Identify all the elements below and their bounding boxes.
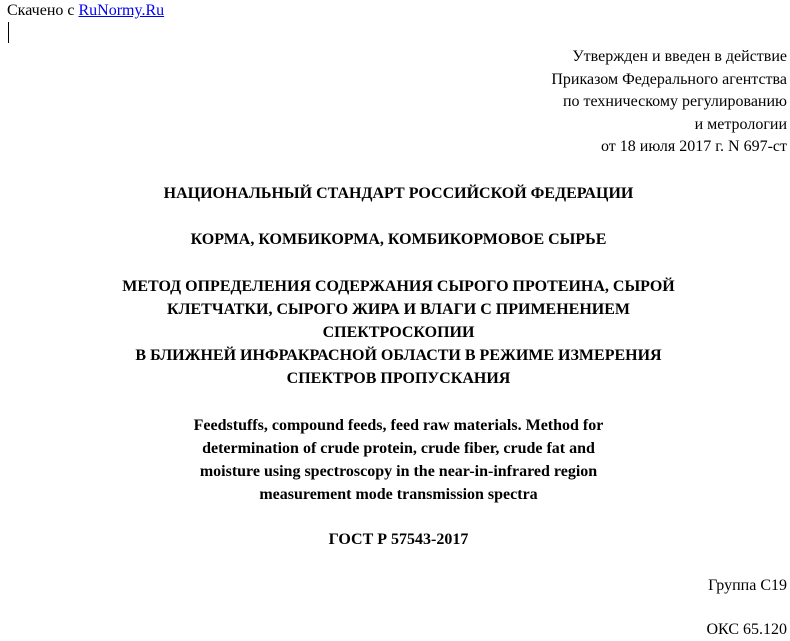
group-code: Группа С19 [708, 577, 787, 594]
approval-line: и метрологии [694, 115, 787, 133]
english-title [0, 414, 790, 506]
standard-title: НАЦИОНАЛЬНЫЙ СТАНДАРТ РОССИЙСКОЙ ФЕДЕРАЦИИ [163, 185, 634, 202]
method-title [0, 275, 790, 390]
approval-line: Утвержден и введен в действие [572, 48, 787, 65]
english-title-line: Feedstuffs, compound feeds, feed raw materials. Method for [193, 417, 604, 434]
method-title-line: МЕТОД ОПРЕДЕЛЕНИЯ СОДЕРЖАНИЯ СЫРОГО ПРОТЕИНА, СЫРОЙ [122, 278, 675, 295]
english-title-line: moisture using spectroscopy in the near-in-infrared region [199, 463, 598, 480]
approval-line: по техническому регулированию [562, 93, 787, 110]
source-prefix: Скачено с [7, 2, 79, 19]
gost-number: ГОСТ Р 57543-2017 [328, 531, 469, 548]
method-title-line: СПЕКТРОСКОПИИ [322, 324, 475, 341]
oks-code: ОКС 65.120 [706, 621, 787, 638]
method-title-line: КЛЕТЧАТКИ, СЫРОГО ЖИРА И ВЛАГИ С ПРИМЕНЕНИЕМ [166, 301, 631, 318]
method-title-line: СПЕКТРОВ ПРОПУСКАНИЯ [286, 370, 511, 387]
source-link[interactable]: RuNormy.Ru [78, 2, 165, 19]
english-title-line: measurement mode transmission spectra [259, 486, 538, 503]
source-line [7, 1, 164, 20]
approval-line: Приказом Федерального агентства [551, 70, 787, 88]
english-title-line: determination of crude protein, crude fiber, crude fat and [202, 440, 595, 457]
approval-line: от 18 июля 2017 г. N 697-ст [601, 138, 787, 155]
method-title-line: В БЛИЖНЕЙ ИНФРАКРАСНОЙ ОБЛАСТИ В РЕЖИМЕ ИЗМЕРЕНИЯ [135, 347, 662, 364]
text-cursor [8, 22, 9, 43]
approval-block [551, 46, 787, 159]
subject-title: КОРМА, КОМБИКОРМА, КОМБИКОРМОВОЕ СЫРЬЕ [190, 231, 607, 248]
